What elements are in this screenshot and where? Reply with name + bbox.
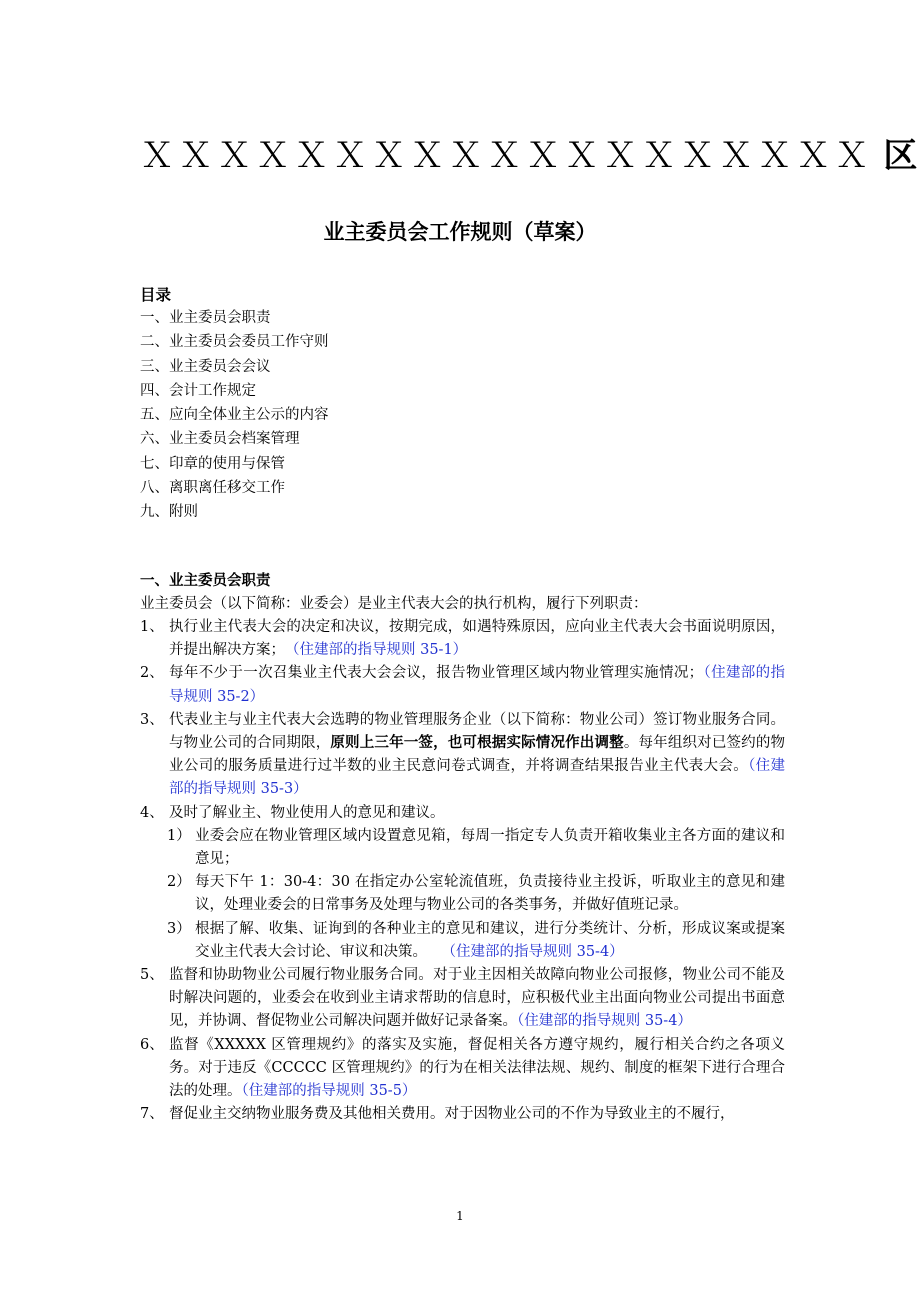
emphasized-text: 原则上三年一签，也可根据实际情况作出调整 bbox=[330, 735, 624, 752]
sub-item-number: 3） bbox=[167, 920, 191, 937]
sub-item-text: 每天下午 1：30-4：30 在指定办公室轮流值班，负责接待业主投诉，听取业主的意见和建议，处理业委会的日常事务及处理与物业公司的各类事务，并做好值班记录。 bbox=[195, 874, 785, 914]
toc-item: 六、业主委员会档案管理 bbox=[140, 431, 300, 448]
page-number: 1 bbox=[456, 1209, 464, 1223]
section-1 bbox=[140, 570, 785, 1126]
list-item bbox=[140, 709, 785, 802]
sub-item bbox=[140, 825, 785, 871]
district-title bbox=[140, 128, 918, 177]
item-number: 3、 bbox=[140, 711, 164, 728]
list-item bbox=[140, 1034, 785, 1104]
item-text: 。每年组织对已签约的物业公司的服务质量进行过半数的业主民意问卷式调查，并将调查结果报告业主代表大会。 bbox=[169, 735, 786, 775]
item-text: 执行业主代表大会的决定和决议，按期完成，如遇特殊原因，应向业主代表大会书面说明原因，并提出解决方案； bbox=[169, 619, 785, 659]
sub-item bbox=[140, 871, 785, 917]
sub-item-number: 2） bbox=[167, 874, 191, 891]
item-text: 每年不少于一次召集业主代表大会会议，报告物业管理区域内物业管理实施情况； bbox=[169, 665, 704, 682]
item-text: 督促业主交纳物业服务费及其他相关费用。对于因物业公司的不作为导致业主的不履行， bbox=[169, 1106, 735, 1123]
item-number: 1、 bbox=[140, 619, 164, 635]
item-text: 监督和协助物业公司履行物业服务合同。对于业主因相关故障向物业公司报修，物业公司不能及时解决问题的，业委会在收到业主请求帮助的信息时，应积极代业主出面向物业公司提出书面意见，并协调、督促物业公司解决问题并做好记录备案。 bbox=[169, 967, 785, 1030]
item-text: 监督《XXXXX 区管理规约》的落实及实施，督促相关各方遵守规约，履行相关合约之各项义务。对于违反《CCCCC 区管理规约》的行为在相关法律法规、规约、制度的框架下进行合理合法的处理。 bbox=[169, 1036, 785, 1100]
regulation-reference: （住建部的指导规则 35-2） bbox=[169, 665, 786, 705]
toc-item: 二、业主委员会委员工作守则 bbox=[140, 334, 329, 351]
item-number: 6、 bbox=[140, 1036, 164, 1053]
list-item bbox=[140, 616, 785, 662]
regulation-reference: （住建部的指导规则 35-4） bbox=[517, 1013, 692, 1030]
item-number: 4、 bbox=[140, 804, 164, 821]
item-number: 5、 bbox=[140, 967, 164, 984]
list-item bbox=[140, 964, 785, 1034]
section-intro: 业主委员会（以下简称：业委会）是业主代表大会的执行机构，履行下列职责： bbox=[140, 596, 648, 612]
item-number: 2、 bbox=[140, 665, 164, 682]
section-heading: 一、业主委员会职责 bbox=[140, 573, 271, 589]
regulation-reference: （住建部的指导规则 35-4） bbox=[448, 943, 624, 960]
district-suffix: 区 bbox=[883, 136, 918, 176]
item-text: 及时了解业主、物业使用人的意见和建议。 bbox=[169, 804, 445, 821]
regulation-reference: （住建部的指导规则 35-5） bbox=[241, 1083, 417, 1100]
document-title: 业主委员会工作规则（草案） bbox=[323, 220, 597, 244]
sub-item-number: 1） bbox=[167, 827, 191, 844]
item-number: 7、 bbox=[140, 1106, 164, 1123]
toc-item: 九、附则 bbox=[140, 504, 198, 521]
list-item bbox=[140, 802, 785, 825]
item-text: 代表业主与业主代表大会选聘的物业管理服务企业（以下简称：物业公司）签订物业服务合同。与物业公司的合同期限， bbox=[169, 711, 785, 752]
toc-item: 一、业主委员会职责 bbox=[140, 310, 271, 326]
list-item bbox=[140, 1103, 785, 1126]
list-item bbox=[140, 662, 785, 708]
table-of-contents bbox=[140, 306, 329, 525]
district-placeholder: ＸＸＸＸＸＸＸＸＸＸＸＸＸＸＸＸＸＸＸ bbox=[140, 136, 874, 176]
sub-item bbox=[140, 918, 785, 964]
toc-heading: 目录 bbox=[140, 286, 172, 304]
toc-item: 七、印章的使用与保管 bbox=[140, 455, 285, 472]
toc-item: 五、应向全体业主公示的内容 bbox=[140, 407, 329, 424]
sub-item-text: 根据了解、收集、证询到的各种业主的意见和建议，进行分类统计、分析，形成议案或提案交业主代表大会讨论、审议和决策。 bbox=[195, 920, 785, 960]
sub-item-text: 业委会应在物业管理区域内设置意见箱，每周一指定专人负责开箱收集业主各方面的建议和意见； bbox=[195, 827, 785, 868]
toc-item: 四、会计工作规定 bbox=[140, 382, 256, 399]
toc-item: 三、业主委员会会议 bbox=[140, 358, 271, 375]
toc-item: 八、离职离任移交工作 bbox=[140, 480, 285, 497]
regulation-reference: （住建部的指导规则 35-3） bbox=[169, 758, 786, 798]
regulation-reference: （住建部的指导规则 35-1） bbox=[292, 642, 468, 659]
